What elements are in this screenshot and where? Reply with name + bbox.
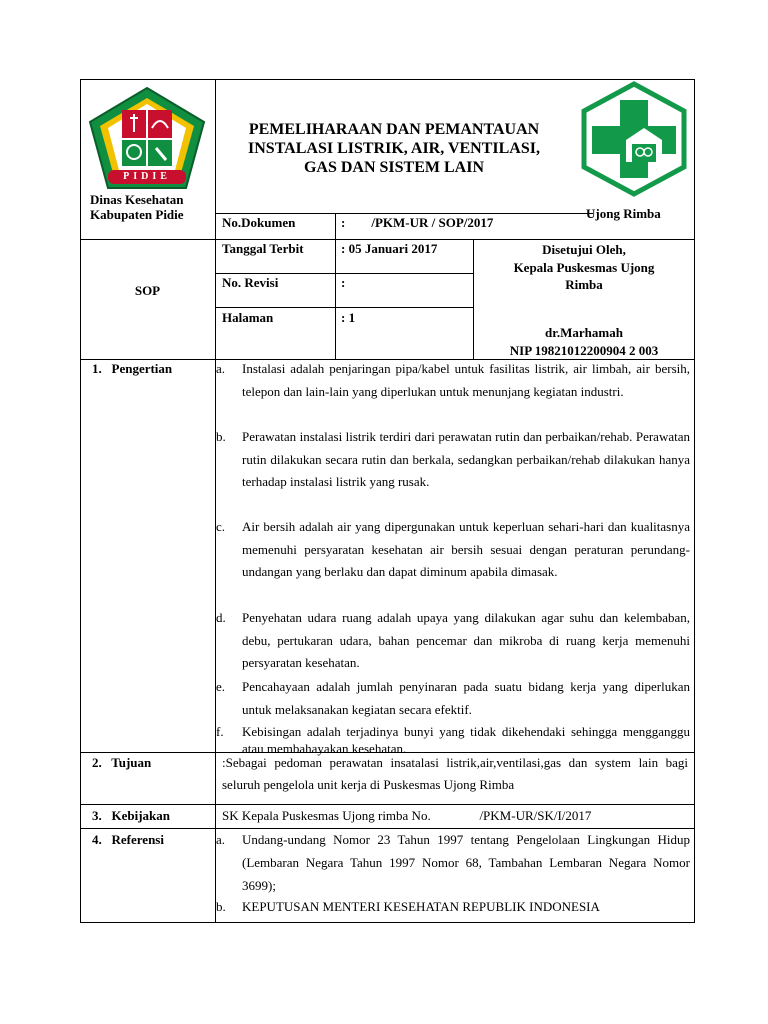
item-text: Instalasi adalah penjaringan pipa/kabel untuk fasilitas listrik, air limbah, air bersih, telepon dan lain-lain yang diperlukan untuk menunjang kegiatan industri.: [242, 361, 690, 399]
pengertian-item-e: [216, 676, 690, 721]
item-text: Undang-undang Nomor 23 Tahun 1997 tentang Pengelolaan Lingkungan Hidup (Lembaran Negara Tahun 1997 Nomor 68, Tambahan Lembaran Negara Nomor 3699);: [242, 832, 690, 893]
item-text: Pencahayaan adalah jumlah penyinaran pada suatu bidang kerja yang diperlukan untuk melaksanakan kegiatan secara efektif.: [242, 679, 690, 717]
pengertian-item-c: [216, 516, 690, 584]
title-line-2: INSTALASI LISTRIK, AIR, VENTILASI,: [248, 140, 540, 157]
approval-block: [474, 241, 694, 294]
item-text: Perawatan instalasi listrik terdiri dari perawatan rutin dan perbaikan/rehab. Perawatan rutin dilakukan secara rutin dan berkala, sedangkan perbaikan/rehab dilakukan hanya terhadap instalasi listrik yang rusak.: [242, 429, 690, 489]
no-revisi-label: No. Revisi: [222, 275, 279, 290]
item-text: Kebisingan adalah terjadinya bunyi yang tidak dikehendaki sehingga mengganggu atau membahayakan kesehatan.: [242, 724, 690, 756]
tujuan-text: :Sebagai pedoman perawatan insatalasi listrik,air,ventilasi,gas dan system lain bagi seluruh pengelola unit kerja di Puskesmas Ujong Rimba: [222, 755, 688, 792]
item-text: Air bersih adalah air yang dipergunakan untuk keperluan sehari-hari dan kualitasnya memenuhi persyaratan kesehatan air bersih sesuai dengan peraturan perundang-undangan yang berlaku dan dapat diminum apabila dimasak.: [242, 519, 690, 579]
section-pengertian-label: 1. Pengertian: [92, 361, 173, 376]
pengertian-item-d: [216, 607, 690, 675]
item-text: Penyehatan udara ruang adalah upaya yang dilakukan agar suhu dan kelembaban, debu, pertukaran udara, bahan pencemar dan mikroba di ruang kerja memenuhi persyaratan kesehatan.: [242, 610, 690, 670]
item-letter: b.: [216, 429, 226, 444]
document-title: [222, 120, 566, 177]
item-letter: d.: [216, 610, 226, 625]
item-text: KEPUTUSAN MENTERI KESEHATAN REPUBLIK INDONESIA: [242, 899, 600, 914]
item-letter: e.: [216, 679, 226, 694]
puskesmas-logo: [578, 80, 690, 198]
approval-line-1: Disetujui Oleh,: [542, 242, 626, 257]
item-letter: c.: [216, 519, 226, 534]
approver-name: dr.Marhamah: [545, 325, 623, 340]
title-line-3: GAS DAN SISTEM LAIN: [303, 159, 485, 176]
tanggal-terbit-value: : 05 Januari 2017: [341, 241, 438, 256]
puskesmas-name: Ujong Rimba: [586, 206, 661, 221]
approver-nip: NIP 19821012200904 2 003: [509, 343, 659, 358]
section-referensi-label: 4. Referensi: [92, 832, 164, 847]
halaman-value: : 1: [341, 310, 356, 325]
section-kebijakan-label: 3. Kebijakan: [92, 808, 171, 823]
item-letter: f.: [216, 724, 224, 739]
item-letter: a.: [216, 361, 226, 376]
section-tujuan-label: 2. Tujuan: [92, 755, 152, 770]
pengertian-item-a: [216, 358, 690, 403]
halaman-label: Halaman: [222, 310, 274, 325]
org-name-line2: Kabupaten Pidie: [90, 207, 184, 222]
no-revisi-value: :: [341, 275, 346, 290]
no-dokumen-value: : /PKM-UR / SOP/2017: [341, 215, 494, 230]
pidie-logo: [86, 84, 208, 194]
referensi-item-b: [216, 897, 690, 917]
approval-line-3: Rimba: [565, 277, 603, 292]
item-letter: b.: [216, 899, 226, 914]
kebijakan-text: SK Kepala Puskesmas Ujong rimba No. /PKM-UR/SK/I/2017: [222, 808, 592, 823]
tanggal-terbit-label: Tanggal Terbit: [222, 241, 304, 256]
approval-line-2: Kepala Puskesmas Ujong: [513, 259, 655, 275]
referensi-item-a: [216, 828, 690, 897]
no-dokumen-label: No.Dokumen: [222, 215, 296, 230]
logo-banner-text: PIDIE: [123, 171, 171, 182]
item-letter: a.: [216, 832, 226, 847]
title-line-1: PEMELIHARAAN DAN PEMANTAUAN: [248, 121, 540, 138]
pengertian-item-b: [216, 426, 690, 494]
org-name-line1: Dinas Kesehatan: [90, 192, 184, 207]
sop-label: SOP: [134, 283, 161, 298]
